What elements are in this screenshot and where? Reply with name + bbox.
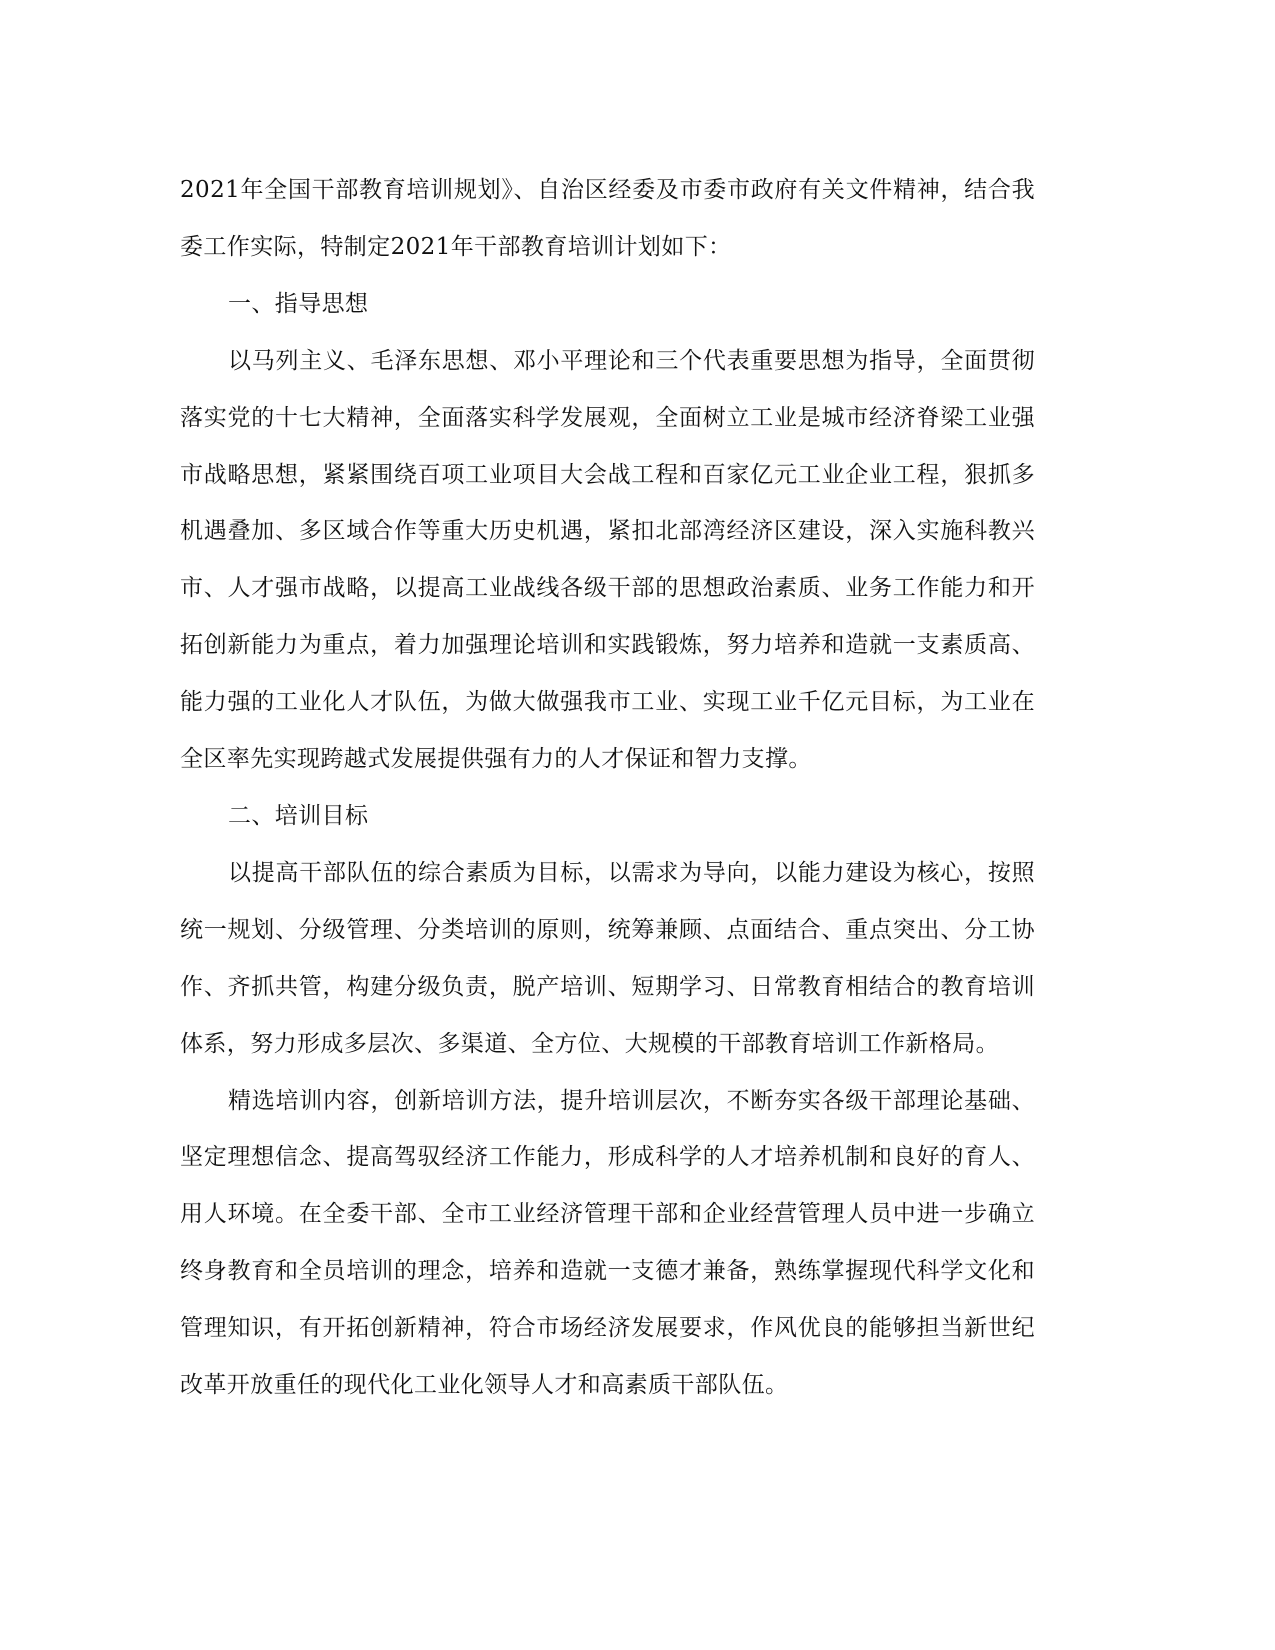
document-body <box>180 162 1035 1414</box>
training-goals-paragraph-1: 以提高干部队伍的综合素质为目标，以需求为导向，以能力建设为核心，按照统一规划、分级管理、分类培训的原则，统筹兼顾、点面结合、重点突出、分工协作、齐抓共管，构建分级负责，脱产培训、短期学习、日常教育相结合的教育培训体系，努力形成多层次、多渠道、全方位、大规模的干部教育培训工作新格局。 <box>180 859 1035 1057</box>
intro-paragraph: 2021年全国干部教育培训规划》、自治区经委及市委市政府有关文件精神，结合我委工作实际，特制定2021年干部教育培训计划如下： <box>180 177 1035 260</box>
section-heading-training-goals: 二、培训目标 <box>228 802 369 829</box>
training-goals-paragraph-2: 精选培训内容，创新培训方法，提升培训层次，不断夯实各级干部理论基础、坚定理想信念、提高驾驭经济工作能力，形成科学的人才培养机制和良好的育人、用人环境。在全委干部、全市工业经济管理干部和企业经营管理人员中进一步确立终身教育和全员培训的理念，培养和造就一支德才兼备，熟练掌握现代科学文化和管理知识，有开拓创新精神，符合市场经济发展要求，作风优良的能够担当新世纪改革开放重任的现代化工业化领导人才和高素质干部队伍。 <box>180 1087 1035 1399</box>
guiding-ideology-paragraph: 以马列主义、毛泽东思想、邓小平理论和三个代表重要思想为指导，全面贯彻落实党的十七大精神，全面落实科学发展观，全面树立工业是城市经济脊梁工业强市战略思想，紧紧围绕百项工业项目大会战工程和百家亿元工业企业工程，狠抓多机遇叠加、多区域合作等重大历史机遇，紧扣北部湾经济区建设，深入实施科教兴市、人才强市战略，以提高工业战线各级干部的思想政治素质、业务工作能力和开拓创新能力为重点，着力加强理论培训和实践锻炼，努力培养和造就一支素质高、能力强的工业化人才队伍，为做大做强我市工业、实现工业千亿元目标，为工业在全区率先实现跨越式发展提供强有力的人才保证和智力支撑。 <box>180 347 1035 773</box>
section-heading-guiding-ideology: 一、指导思想 <box>228 290 369 317</box>
